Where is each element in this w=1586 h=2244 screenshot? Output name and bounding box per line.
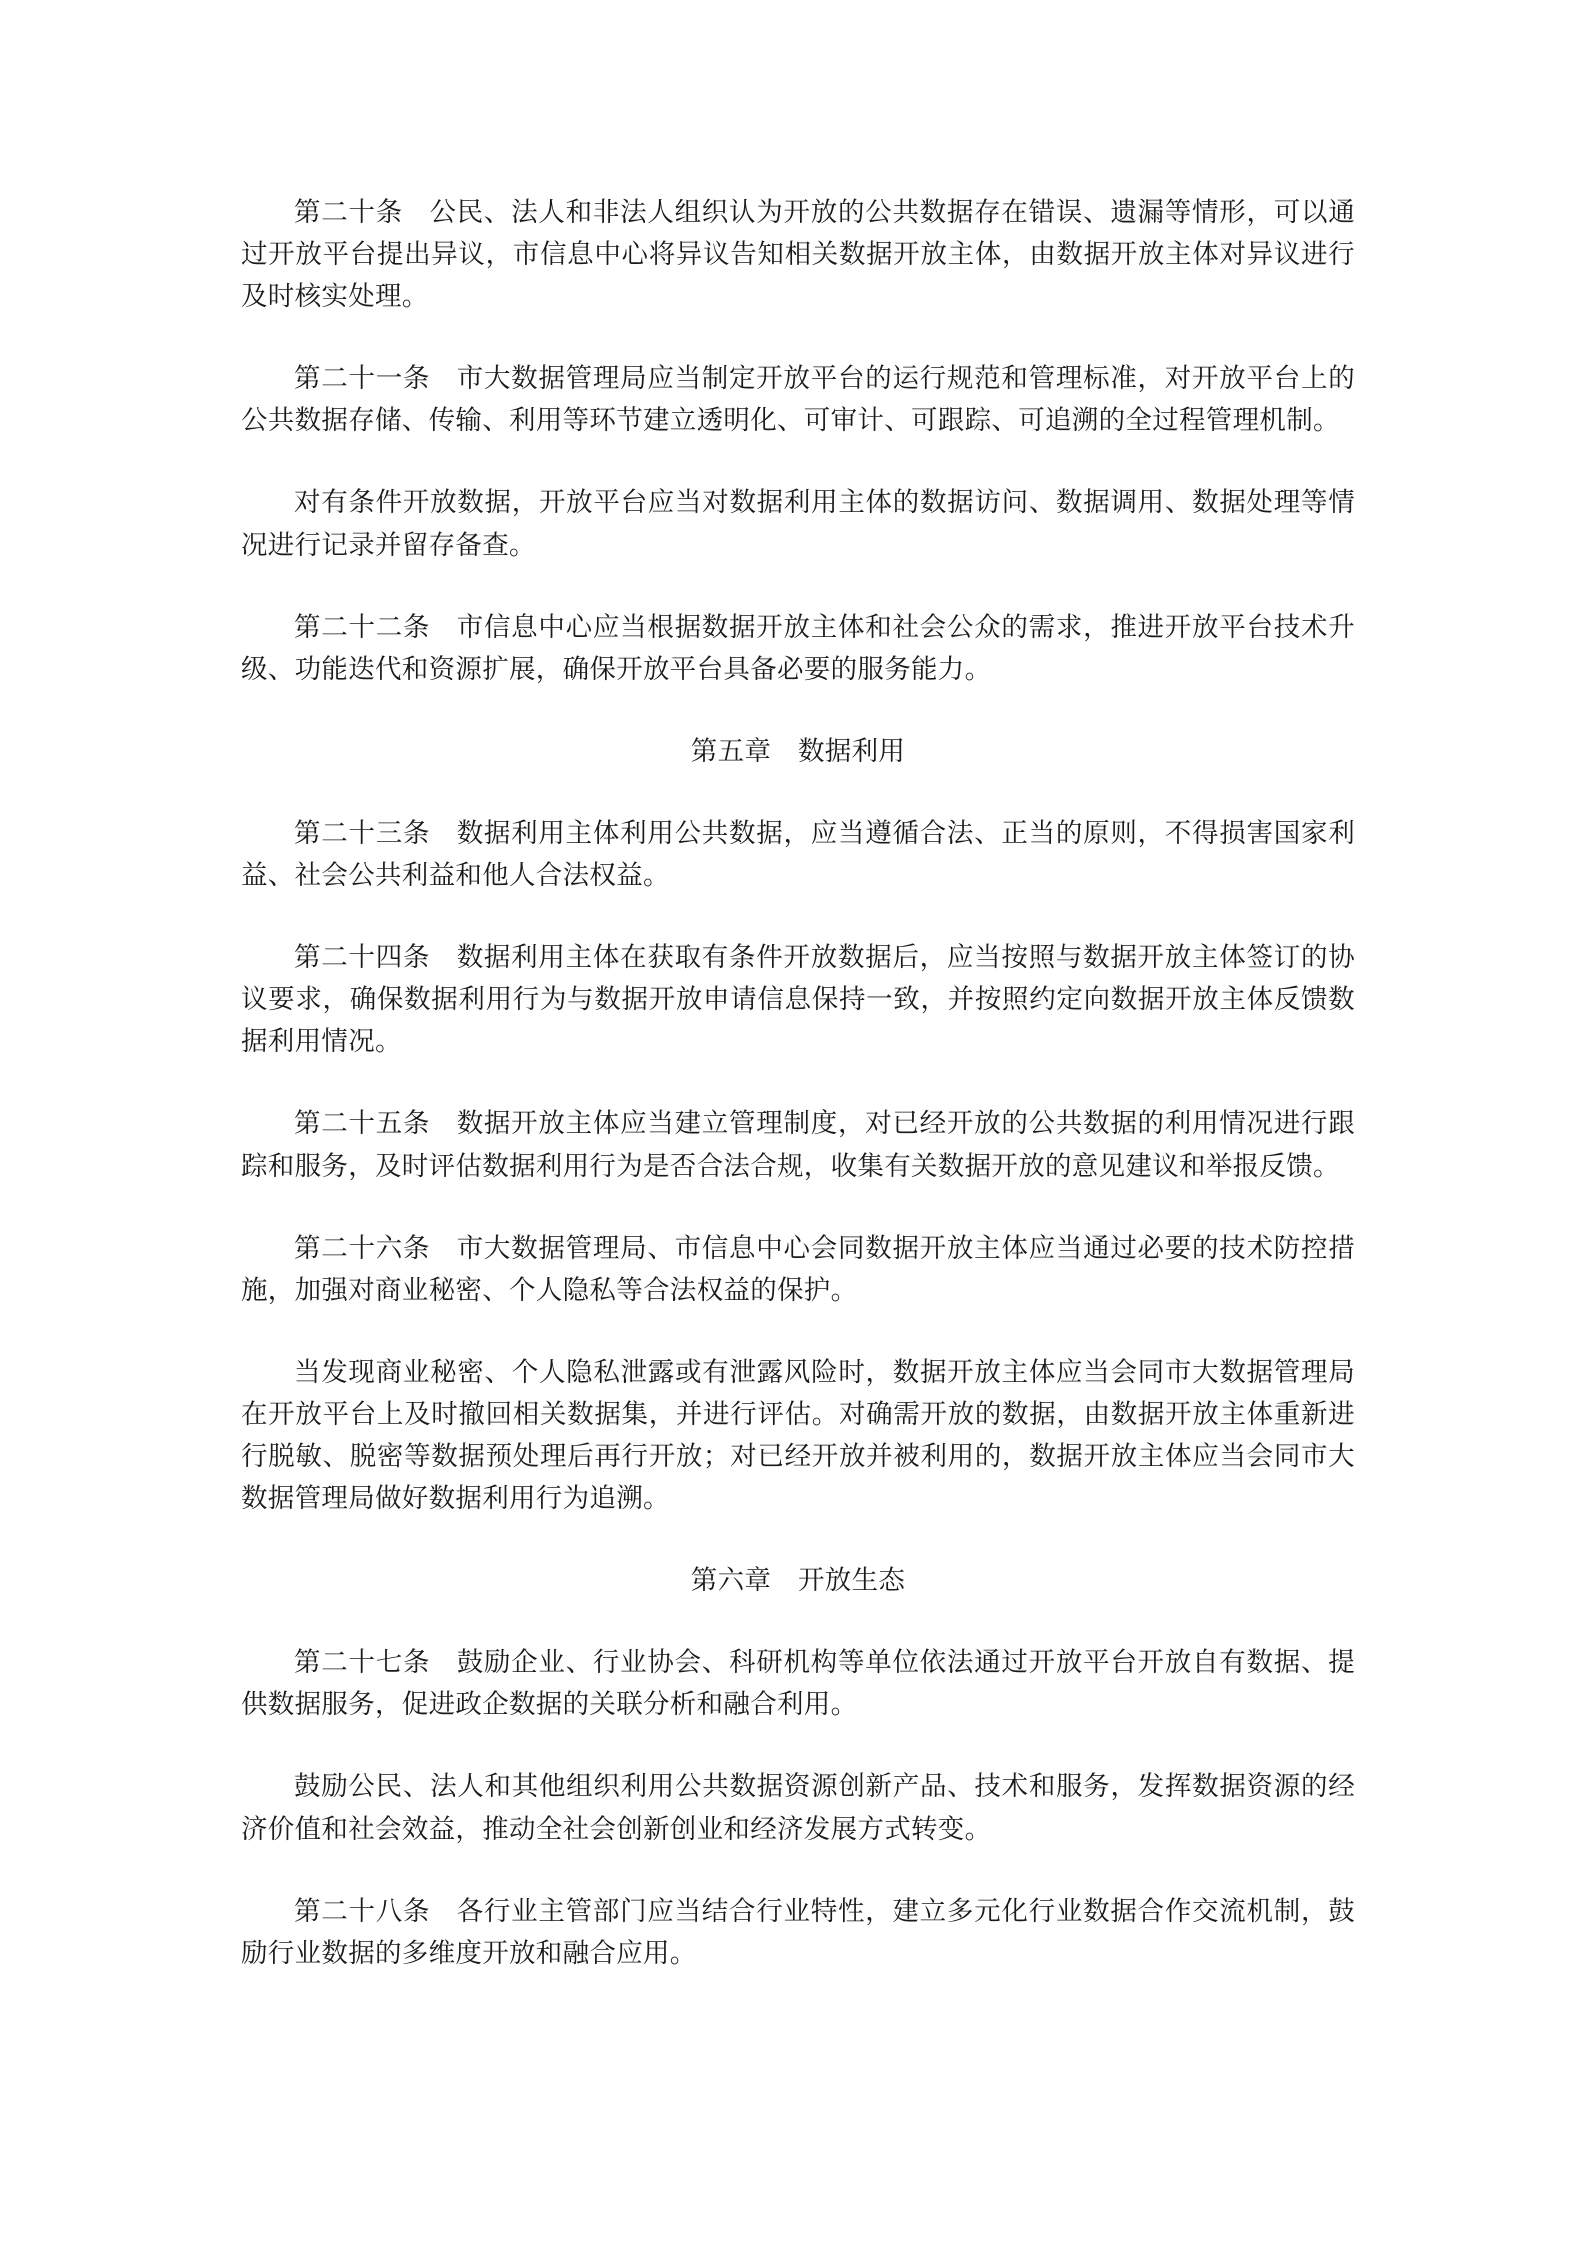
paragraph: [241, 1352, 1355, 1520]
paragraph-text: 市大数据管理局应当制定开放平台的运行规范和管理标准，对开放平台上的公共数据存储、传输、利用等环节建立透明化、可审计、可跟踪、可追溯的全过程管理机制。: [241, 363, 1356, 437]
paragraph: [241, 607, 1355, 691]
paragraph: [241, 482, 1355, 566]
article-number: 第二十一条: [294, 363, 431, 395]
article-number: 第二十四条: [294, 942, 431, 974]
paragraph-text: 数据开放主体应当建立管理制度，对已经开放的公共数据的利用情况进行跟踪和服务，及时评估数据利用行为是否合法合规，收集有关数据开放的意见建议和举报反馈。: [241, 1108, 1356, 1182]
paragraph-text: 数据利用主体利用公共数据，应当遵循合法、正当的原则，不得损害国家利益、社会公共利益和他人合法权益。: [241, 817, 1356, 892]
paragraph: [241, 1891, 1355, 1975]
chapter-heading: 第六章 开放生态: [690, 1565, 906, 1597]
paragraph: [241, 937, 1355, 1063]
paragraph: [241, 192, 1355, 318]
paragraph-text: 市大数据管理局、市信息中心会同数据开放主体应当通过必要的技术防控措施，加强对商业秘密、个人隐私等合法权益的保护。: [241, 1232, 1356, 1306]
article-number: 第二十五条: [294, 1108, 431, 1140]
article-number: 第二十条: [294, 197, 403, 228]
paragraph-text: 公民、法人和非法人组织认为开放的公共数据存在错误、遗漏等情形，可以通过开放平台提出异议，市信息中心将异议告知相关数据开放主体，由数据开放主体对异议进行及时核实处理。: [241, 197, 1356, 313]
paragraph: [241, 1228, 1355, 1312]
paragraph-text: 各行业主管部门应当结合行业特性，建立多元化行业数据合作交流机制，鼓励行业数据的多维度开放和融合应用。: [241, 1895, 1356, 1969]
paragraph-text: 数据利用主体在获取有条件开放数据后，应当按照与数据开放主体签订的协议要求，确保数据利用行为与数据开放申请信息保持一致，并按照约定向数据开放主体反馈数据利用情况。: [241, 942, 1356, 1058]
article-number: 第二十八条: [294, 1895, 431, 1927]
article-number: 第二十二条: [294, 611, 431, 643]
article-number: 第二十七条: [294, 1647, 431, 1679]
chapter-heading: 第五章 数据利用: [690, 735, 906, 767]
article-number: 第二十三条: [294, 817, 431, 849]
paragraph: [241, 358, 1355, 442]
paragraph-text: 当发现商业秘密、个人隐私泄露或有泄露风险时，数据开放主体应当会同市大数据管理局在开放平台上及时撤回相关数据集，并进行评估。对确需开放的数据，由数据开放主体重新进行脱敏、脱密等数据预处理后再行开放；对已经开放并被利用的，数据开放主体应当会同市大数据管理局做好数据利用行为追溯。: [241, 1356, 1355, 1515]
article-number: 第二十六条: [294, 1232, 431, 1264]
paragraph: [241, 1766, 1355, 1850]
paragraph: [241, 813, 1355, 897]
paragraph-text: 市信息中心应当根据数据开放主体和社会公众的需求，推进开放平台技术升级、功能迭代和资源扩展，确保开放平台具备必要的服务能力。: [241, 611, 1356, 685]
paragraph: [241, 1103, 1355, 1187]
paragraph: [241, 1642, 1355, 1726]
paragraph-text: 对有条件开放数据，开放平台应当对数据利用主体的数据访问、数据调用、数据处理等情况进行记录并留存备查。: [241, 487, 1355, 561]
paragraph-text: 鼓励企业、行业协会、科研机构等单位依法通过开放平台开放自有数据、提供数据服务，促进政企数据的关联分析和融合利用。: [241, 1647, 1356, 1721]
document-page: [241, 192, 1355, 2015]
paragraph-text: 鼓励公民、法人和其他组织利用公共数据资源创新产品、技术和服务，发挥数据资源的经济价值和社会效益，推动全社会创新创业和经济发展方式转变。: [241, 1771, 1355, 1845]
